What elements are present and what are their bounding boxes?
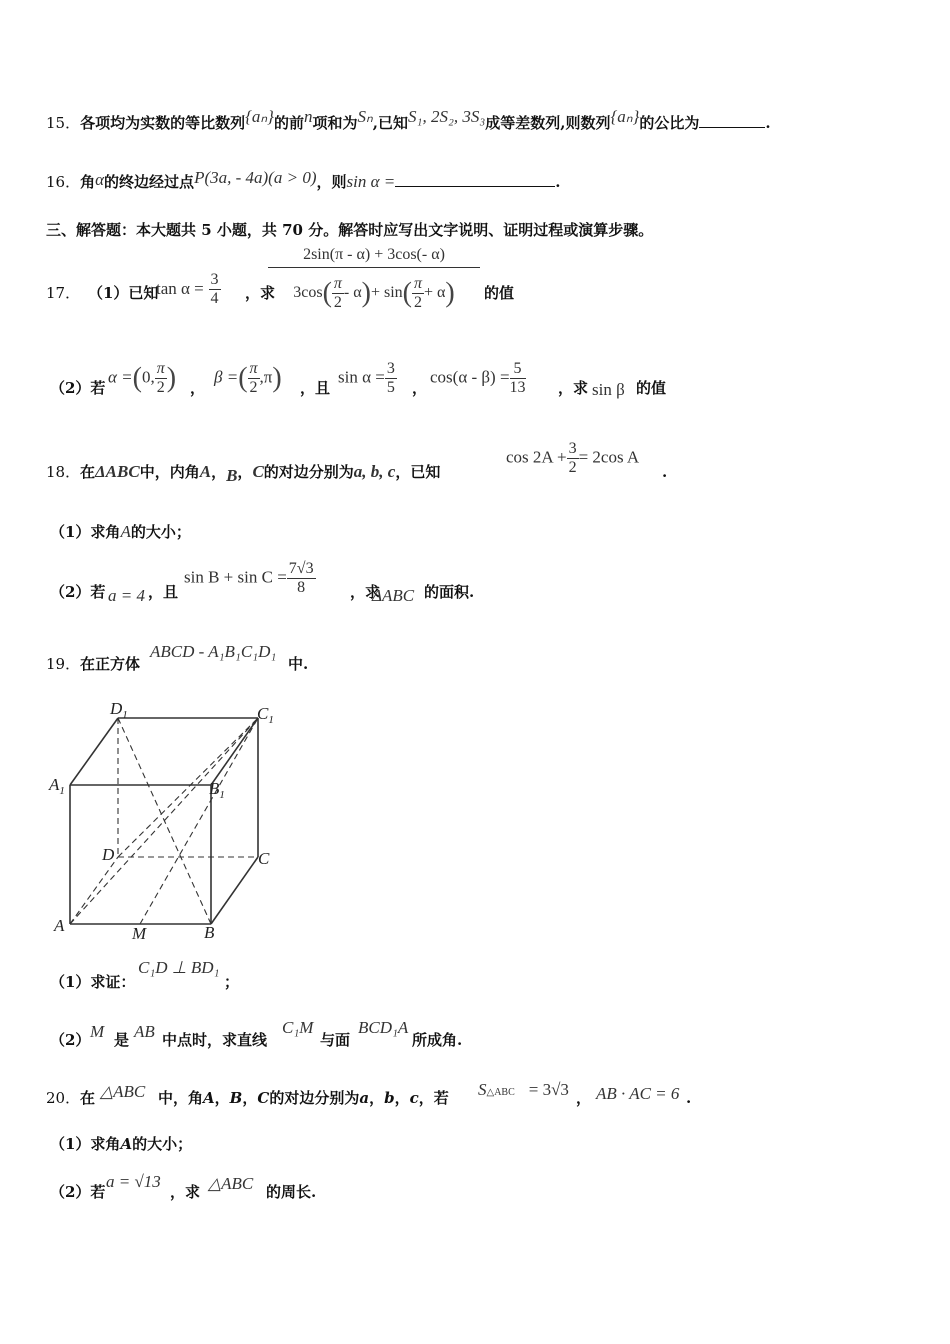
q15-math-4: S₁, 2S₂, 3S₃	[408, 107, 486, 126]
diag-d-c1	[118, 718, 258, 857]
q19-cube-name: ABCD - A₁B₁C₁D₁	[150, 642, 277, 661]
q17-alpha-interval: α =(0, $\frac{\pi}{2}$ )	[108, 360, 177, 396]
q15-text-1: 各项均为实数的等比数列	[80, 114, 246, 132]
section-3-heading: 三、解答题：本大题共 5 小题，共 70 分。解答时应写出文字说明、证明过程或演算步骤。	[46, 221, 654, 239]
question-16: 16．角α的终边经过点P(3a, - 4a)(a > 0)，则sin α = .	[46, 168, 561, 191]
diag-d1-b	[118, 718, 211, 924]
label-b: B	[204, 923, 215, 942]
q18-equation: cos 2A + $\frac{3}{2}$ = 2cos A	[506, 440, 640, 476]
q19-number: 19．	[46, 655, 81, 673]
q15-text-6: 的公比为	[639, 114, 700, 132]
q15-text-5: 成等差数列,则数列	[485, 114, 611, 132]
edge-a-d	[70, 857, 118, 924]
q20-area: S△ABC = 3√3	[478, 1080, 569, 1099]
q20-part-1: （1）求角A的大小；	[50, 1135, 193, 1153]
edge-b-c	[211, 857, 258, 924]
q15-text-3: 项和为	[312, 114, 358, 132]
q16-answer-blank[interactable]	[395, 172, 555, 187]
q17-big-fraction: 2sin(π - α) + 3cos(- α) 3cos( $\frac{\pi}{2}$ - α)+ sin( $\frac{\pi}{2}$ + α)	[268, 243, 480, 318]
seg-m-c1	[140, 718, 258, 924]
q16-point: P(3a, - 4a)(a > 0)	[194, 168, 317, 187]
q17-tan-given: tan α = $\frac{3}{4}$	[156, 271, 219, 307]
edge-a1-d1	[70, 718, 118, 785]
q17-beta-interval: β =( $\frac{\pi}{2}$ ,π)	[214, 360, 282, 396]
q18-sin-sum: sin B + sin C = $\frac{7√3}{8}$	[184, 560, 314, 596]
label-a: A	[54, 916, 65, 935]
q18-number: 18．	[46, 463, 81, 481]
label-m: M	[132, 924, 147, 943]
label-a1: $A_1$	[49, 775, 65, 797]
q15-math-5: {aₙ}	[610, 107, 640, 126]
label-d: D	[102, 845, 115, 864]
q15-math-1: {aₙ}	[245, 107, 274, 126]
q15-text-4: ,已知	[372, 114, 409, 132]
q17-sin-alpha: sin α = $\frac{3}{5}$	[338, 360, 395, 396]
label-b1: $B_1$	[209, 779, 225, 801]
q15-math-2: n	[304, 107, 313, 126]
q17-number: 17．	[46, 284, 81, 302]
q15-math-3: Sₙ	[357, 107, 373, 126]
q15-number: 15．	[46, 114, 81, 132]
label-c1: $C_1$	[257, 704, 274, 726]
cube-figure	[44, 694, 284, 944]
q17-cos-alpha-beta: cos(α - β) = $\frac{5}{13}$	[430, 360, 526, 396]
q16-number: 16．	[46, 173, 81, 191]
q15-text-2: 的前	[273, 114, 304, 132]
q20-number: 20．	[46, 1089, 81, 1107]
q15-answer-blank[interactable]	[699, 113, 765, 128]
edge-b1-c1	[211, 718, 258, 785]
q18-part-1: （1）求角A的大小；	[50, 522, 191, 541]
label-c: C	[258, 849, 270, 868]
label-d1: $D_1$	[110, 699, 128, 721]
question-15: 15．各项均为实数的等比数列{aₙ}的前n项和为Sₙ,已知S₁, 2S₂, 3S₃成等差数列,则数列{aₙ}的公比为 .	[46, 107, 771, 132]
